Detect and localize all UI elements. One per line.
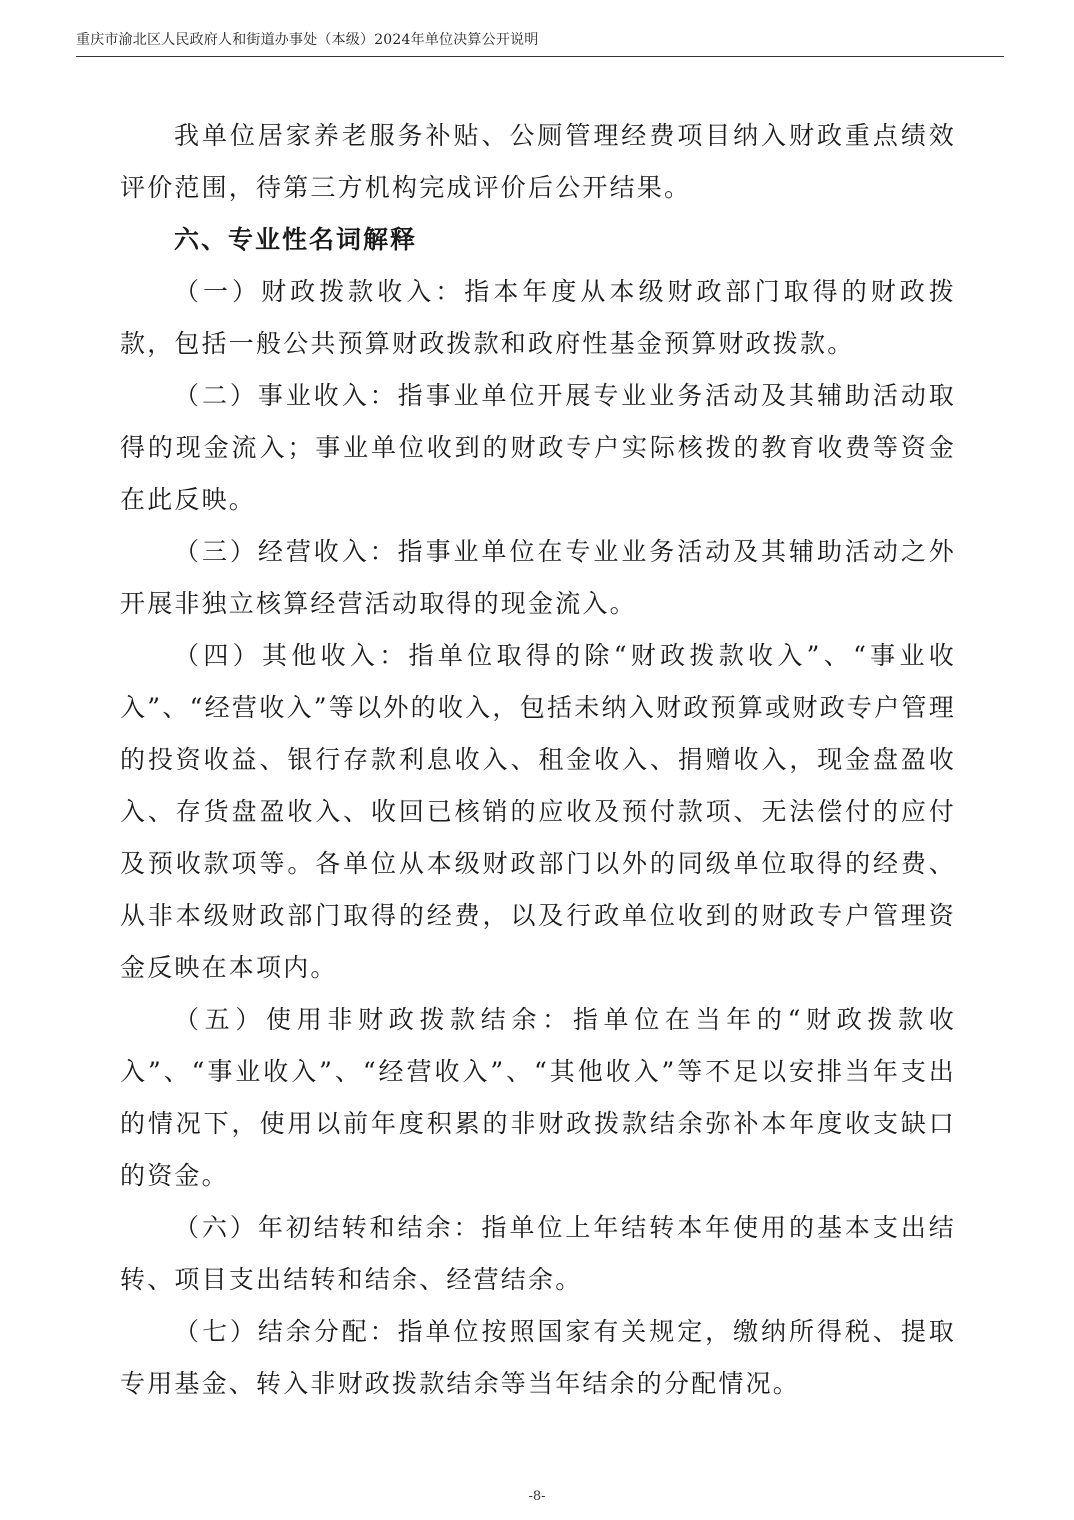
definition-paragraph: （三）经营收入：指事业单位在专业业务活动及其辅助活动之外开展非独立核算经营活动取得的现金流入。 xyxy=(120,537,956,618)
definition-paragraph: （六）年初结转和结余：指单位上年结转本年使用的基本支出结转、项目支出结转和结余、经营结余。 xyxy=(120,1213,956,1294)
definition-paragraph: （四）其他收入：指单位取得的除“财政拨款收入”、“事业收入”、“经营收入”等以外的收入，包括未纳入财政预算或财政专户管理的投资收益、银行存款利息收入、租金收入、捐赠收入，现金盘盈收入、存货盘盈收入、收回已核销的应收及预付款项、无法偿付的应付及预收款项等。各单位从本级财政部门以外的同级单位取得的经费、从非本级财政部门取得的经费，以及行政单位收到的财政专户管理资金反映在本项内。 xyxy=(120,641,956,982)
intro-paragraph: 我单位居家养老服务补贴、公厕管理经费项目纳入财政重点绩效评价范围，待第三方机构完成评价后公开结果。 xyxy=(120,121,956,202)
section-heading: 六、专业性名词解释 xyxy=(174,225,418,254)
document-body xyxy=(120,110,956,1410)
page-number: -8- xyxy=(528,1489,546,1504)
definition-paragraph: （二）事业收入：指事业单位开展专业业务活动及其辅助活动取得的现金流入；事业单位收到的财政专户实际核拨的教育收费等资金在此反映。 xyxy=(120,381,956,514)
page-header-title: 重庆市渝北区人民政府人和街道办事处（本级）2024年单位决算公开说明 xyxy=(76,32,539,48)
header-divider xyxy=(76,56,1004,57)
definition-paragraph: （五）使用非财政拨款结余：指单位在当年的“财政拨款收入”、“事业收入”、“经营收入”、“其他收入”等不足以安排当年支出的情况下，使用以前年度积累的非财政拨款结余弥补本年度收支缺口的资金。 xyxy=(120,1005,956,1190)
definition-paragraph: （七）结余分配：指单位按照国家有关规定，缴纳所得税、提取专用基金、转入非财政拨款结余等当年结余的分配情况。 xyxy=(120,1317,956,1398)
definition-paragraph: （一）财政拨款收入：指本年度从本级财政部门取得的财政拨款，包括一般公共预算财政拨款和政府性基金预算财政拨款。 xyxy=(120,277,956,358)
